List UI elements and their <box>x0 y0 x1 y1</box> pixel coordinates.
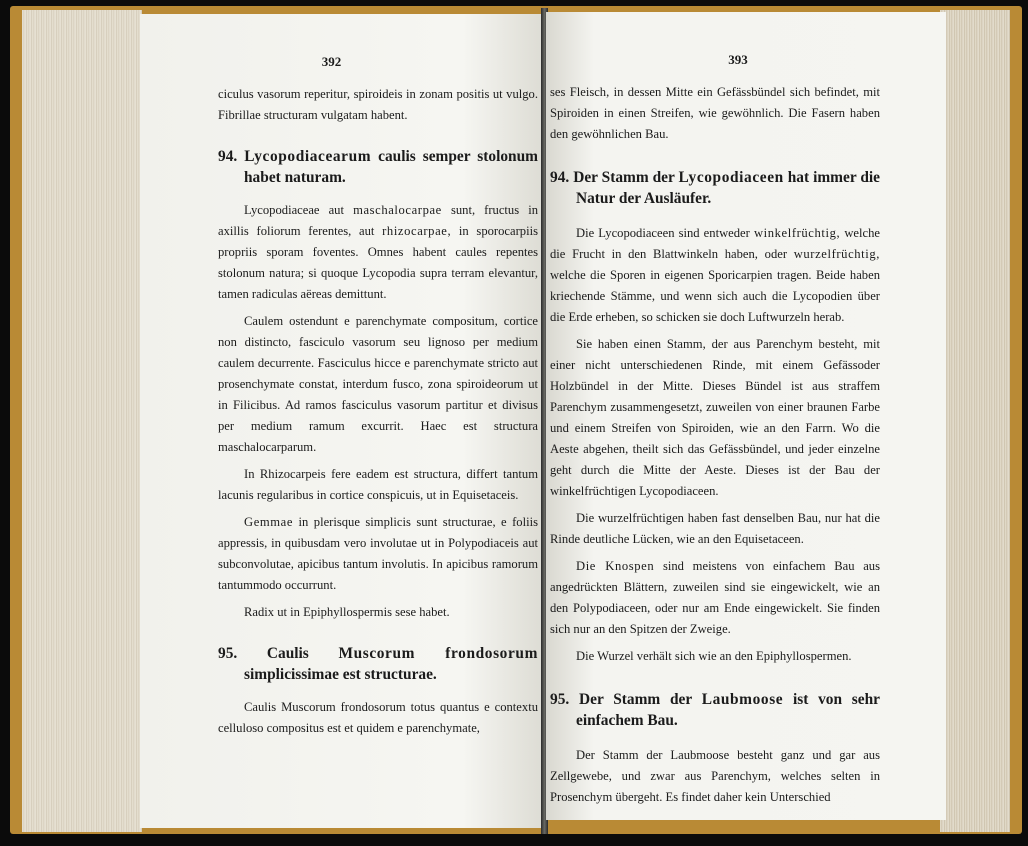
paragraph: Die wurzelfrüchtigen haben fast denselben Bau, nur hat die Rinde deutliche Lücken, wie an den Equisetaceen. <box>550 511 880 546</box>
paragraph: Caulis Muscorum frondosorum totus quantus e contextu celluloso compositus est et quidem e parenchymate, <box>218 700 538 735</box>
paragraph: Der Stamm der Laubmoose besteht ganz und gar aus Zellgewebe, und zwar aus Parenchym, welches selten in Prosenchym übergeht. Es findet daher kein Unterschied <box>550 748 880 804</box>
paragraph: Sie haben einen Stamm, der aus Parenchym besteht, mit einer nicht unterschiedenen Rinde, mit einem Gefässoder Holzbündel in der Mitte. Dieses Bündel ist aus straffem Parenchym zusammengesetzt, zuweilen von einer braunen Farbe und einem Streifen von Spiroiden, wie an den Farrn. Wo die Aeste abgehen, theilt sich das Gefässbündel, und jeder einzelne geht durch die Mitte der Aeste. Dieses ist der Bau der winkelfrüchtigen Lycopodiaceen. <box>550 337 880 498</box>
continued-paragraph: ses Fleisch, in dessen Mitte ein Gefässbündel sich befindet, mit Spiroiden in einen Streifen, wie gewöhnlich. Die Fasern haben den gewöhnlichen Bau. <box>550 85 880 141</box>
paragraph: Die Knospen sind meistens von einfachem Bau aus angedrückten Blättern, zuweilen sind sie eingewickelt, wie an den Polypodiaceen, oder nur am Ende eingewickelt. Sie finden sich nur an den Spitzen der Zweige. <box>550 559 880 636</box>
paragraph: Lycopodiaceae aut maschalocarpae sunt, fructus in axillis foliorum ferentes, aut rhizocarpae, in sporocarpiis propriis sporam foventes. Omnes habent caules repentes stolonum natura; si quoque Lycopodia supra terram elevantur, tamen radiculas aëreas demittunt. <box>218 203 538 301</box>
left-page <box>140 14 543 828</box>
section-95-heading: 95. Caulis Muscorum frondosorum simplicissimae est structurae. <box>218 645 538 683</box>
section-95-heading: 95. Der Stamm der Laubmoose ist von sehr einfachem Bau. <box>550 691 880 729</box>
paragraph: Radix ut in Epiphyllospermis sese habet. <box>244 605 450 619</box>
paragraph: Die Wurzel verhält sich wie an den Epiphyllospermen. <box>576 649 852 663</box>
left-page-text <box>218 84 538 739</box>
paragraph: Caulem ostendunt e parenchymate compositum, cortice non distincto, fasciculo vasorum seu lignoso per medium caulem decurrente. Fasciculus hicce e parenchymate stricto aut prosenchymate constat, interdum fusco, zona spiroideorum ut in Filicibus. Ad ramos fasciculus vasorum partitur et divisus per medium ramum excurrit. Haec est structura maschalocarparum. <box>218 314 538 454</box>
right-page <box>546 12 946 820</box>
section-94-heading: 94. Lycopodiacearum caulis semper stolonum habet naturam. <box>218 148 538 186</box>
paragraph: In Rhizocarpeis fere eadem est structura, differt tantum lacunis regularibus in cortice conspicuis, ut in Equisetaceis. <box>218 467 538 502</box>
continued-paragraph: ciculus vasorum reperitur, spiroideis in zonam positis ut vulgo. Fibrillae structuram vulgatam habent. <box>218 87 538 122</box>
section-94-heading: 94. Der Stamm der Lycopodiaceen hat immer die Natur der Ausläufer. <box>550 169 880 207</box>
left-page-edges <box>22 10 142 832</box>
paragraph: Die Lycopodiaceen sind entweder winkelfrüchtig, welche die Frucht in den Blattwinkeln haben, oder wurzelfrüchtig, welche die Sporen in eigenen Sporicarpien tragen. Beide haben kriechende Stämme, und wenn sich auch die Lycopodien über die Erde erheben, so schicken sie doch Luftwurzeln herab. <box>550 226 880 324</box>
page-number-right: 393 <box>728 52 748 67</box>
right-page-text <box>550 82 880 808</box>
right-page-edges <box>940 10 1010 832</box>
page-number-left: 392 <box>321 54 342 69</box>
paragraph: Gemmae in plerisque simplicis sunt structurae, e foliis appressis, in quibusdam vero involutae ut in Polypodiaceis aut subconvolutae, apicibus tantum involutis. In apicibus ramorum tantummodo occurrunt. <box>218 515 538 592</box>
